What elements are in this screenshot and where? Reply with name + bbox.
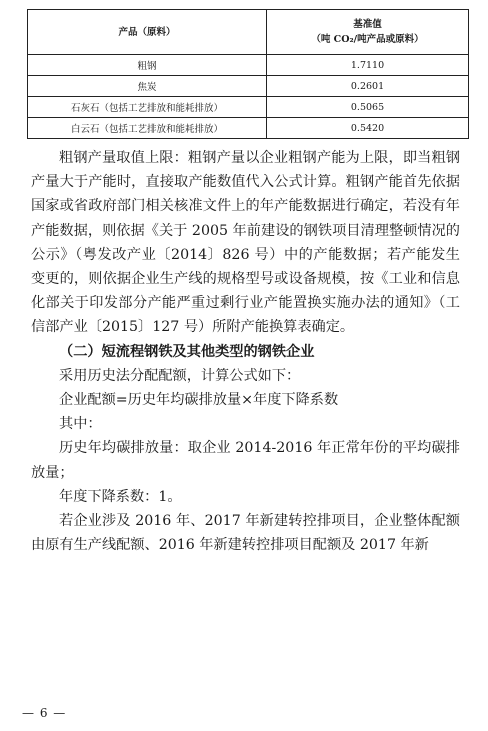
row-product: 石灰石（包括工艺排放和能耗排放） [28,97,267,118]
paragraph-decline-factor: 年度下降系数：1。 [59,488,182,505]
table-row [28,55,469,76]
row-value: 0.5065 [267,97,469,118]
row-product: 白云石（包括工艺排放和能耗排放） [28,118,267,139]
header-benchmark [267,10,469,55]
header-product: 产品（原料） [28,10,267,55]
header-benchmark-line2: （吨 CO₂/吨产品或原料） [311,34,424,45]
row-product: 焦炭 [28,76,267,97]
paragraph-where: 其中： [59,416,102,433]
table-row [28,76,469,97]
section-heading: （二）短流程钢铁及其他类型的钢铁企业 [59,343,315,360]
table-row [28,118,469,139]
table-row [28,97,469,118]
benchmark-table [27,9,469,139]
row-product: 粗钢 [28,55,267,76]
header-benchmark-line1: 基准值 [353,19,382,30]
body-text [31,146,460,557]
row-value: 0.5420 [267,118,469,139]
paragraph-capacity-limit: 粗钢产量取值上限：粗钢产量以企业粗钢产能为上限，即当粗钢产量大于产能时，直接取产能数值代入公式计算。粗钢产能首先依据国家或省政府部门相关核准文件上的年产能数据进行确定，若没有年产能数据，则依据《关于 2005 年前建设的钢铁项目清理整顿情况的公示》（粤发改产业〔2014〕826 号）中的产能数据；若产能发生变更的，则依据企业生产线的规格型号或设备规模，按《工业和信息化部关于印发部分产能严重过剩行业产能置换实施办法的通知》（工信部产业〔2015〕127 号）所附产能换算表确定。 [31,150,460,336]
paragraph-historical-average: 历史年均碳排放量：取企业 2014-2016 年正常年份的平均碳排放量； [31,440,460,481]
row-value: 1.7110 [267,55,469,76]
paragraph-formula: 企业配额=历史年均碳排放量×年度下降系数 [59,392,339,409]
paragraph-new-projects: 若企业涉及 2016 年、2017 年新建转控排项目，企业整体配额由原有生产线配额、2016 年新建转控排项目配额及 2017 年新 [31,513,460,554]
table-header-row [28,10,469,55]
page-number: — 6 — [22,706,67,720]
row-value: 0.2601 [267,76,469,97]
paragraph-method: 采用历史法分配配额，计算公式如下： [59,367,301,384]
